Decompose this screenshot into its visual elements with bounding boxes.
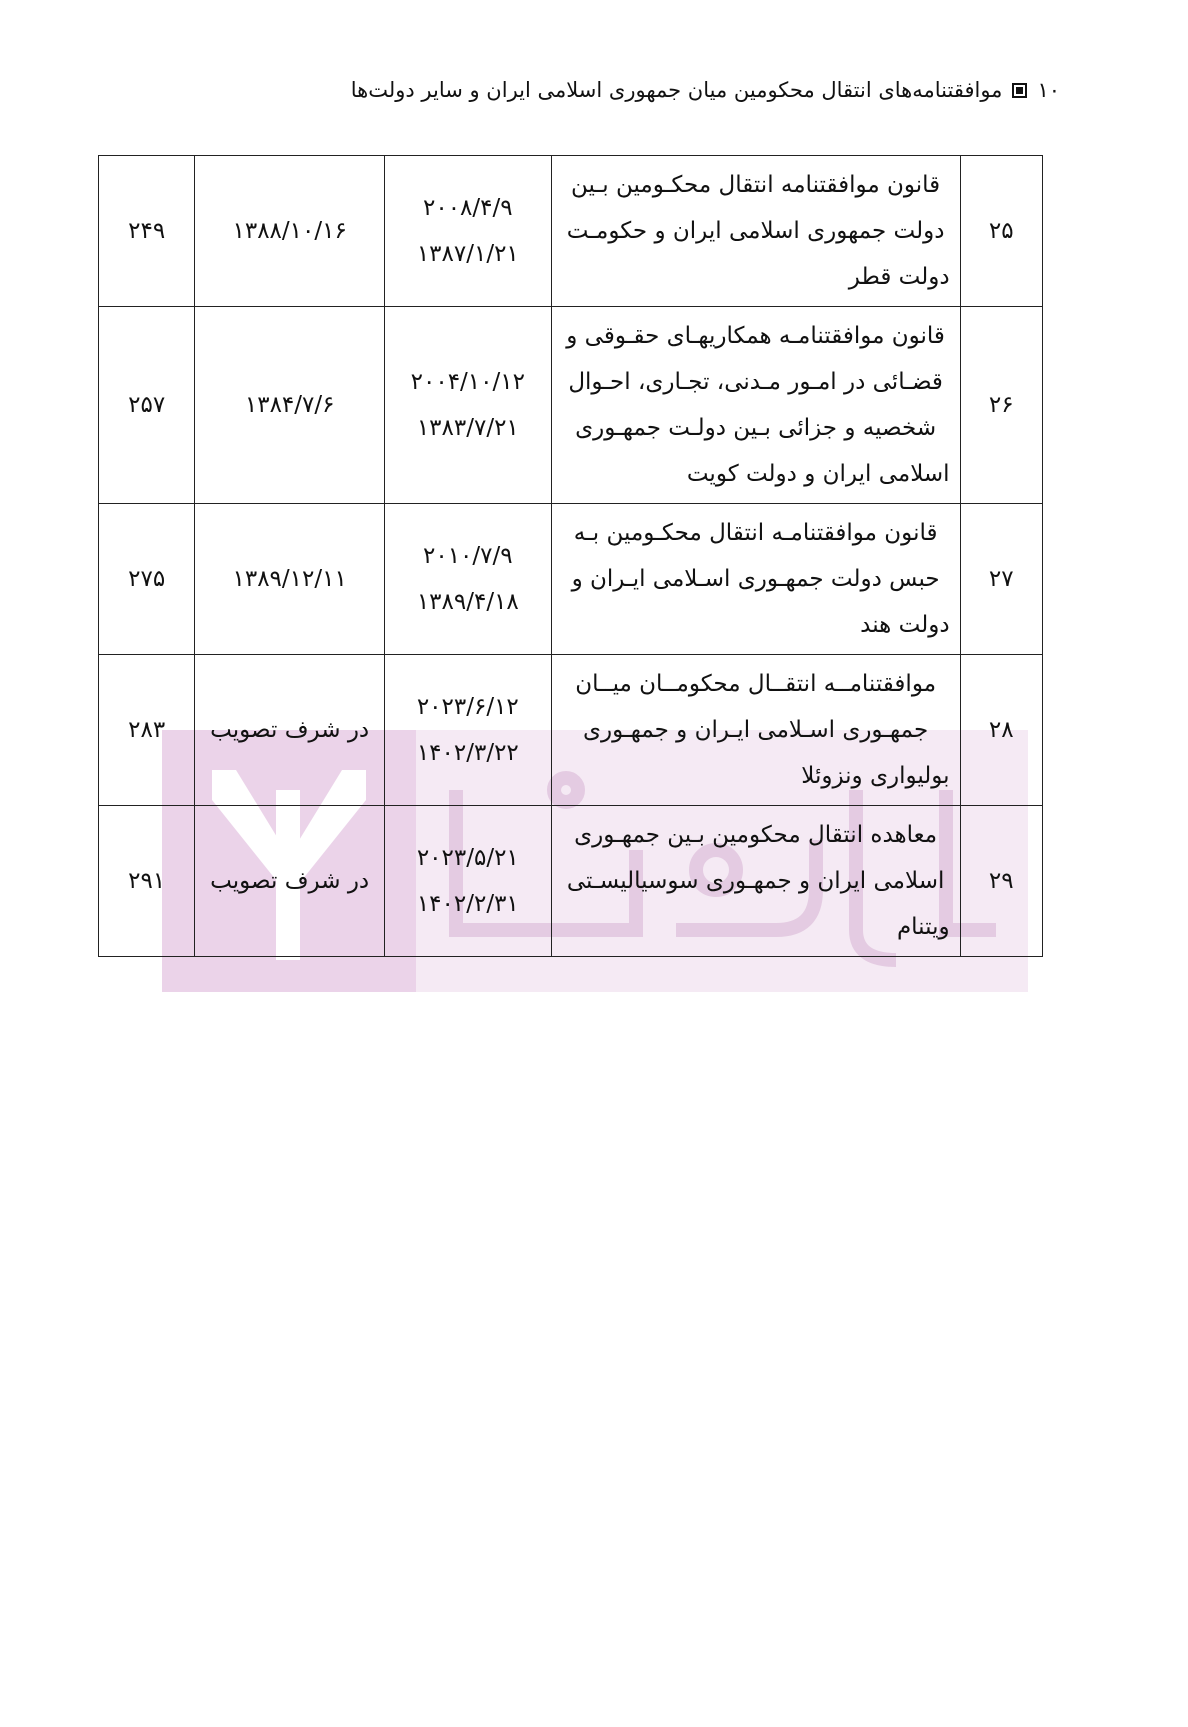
table-row — [99, 156, 1043, 307]
running-title: موافقتنامه‌های انتقال محکومین میان جمهوری اسلامی ایران و سایر دولت‌ها — [350, 78, 1003, 102]
signing-dates — [384, 307, 551, 504]
page-ref: ۲۵۷ — [99, 307, 195, 504]
agreement-title: معاهده انتقال محکومین بـین جمهـوری اسلامی ایران و جمهـوری سوسیالیسـتی ویتنام — [551, 806, 960, 957]
page-ref: ۲۹۱ — [99, 806, 195, 957]
page-ref: ۲۸۳ — [99, 655, 195, 806]
approval-date: ۱۳۸۴/۷/۶ — [195, 307, 385, 504]
date-gregorian: ۲۰۰۴/۱۰/۱۲ — [410, 369, 525, 395]
row-number: ۲۶ — [960, 307, 1042, 504]
row-number: ۲۷ — [960, 504, 1042, 655]
signing-dates — [384, 655, 551, 806]
date-solar: ۱۴۰۲/۲/۳۱ — [416, 891, 519, 917]
date-solar: ۱۳۸۷/۱/۲۱ — [416, 241, 519, 267]
agreement-title: قانون موافقتنامـه همکاریهـای حقـوقی و قضـائی در امـور مـدنی، تجـاری، احـوال شخصیه و جزائی بـین دولـت جمهـوری اسلامی ایران و دولت کویت — [551, 307, 960, 504]
table-row — [99, 806, 1043, 957]
square-bullet-icon — [1012, 83, 1027, 98]
table-row — [99, 504, 1043, 655]
page-ref: ۲۴۹ — [99, 156, 195, 307]
table-row — [99, 307, 1043, 504]
signing-dates — [384, 504, 551, 655]
date-gregorian: ۲۰۰۸/۴/۹ — [422, 195, 513, 221]
approval-date: در شرف تصویب — [195, 655, 385, 806]
agreement-title: قانون موافقتنامـه انتقال محکـومین بـه حبس دولت جمهـوری اسـلامی ایـران و دولت هند — [551, 504, 960, 655]
signing-dates — [384, 156, 551, 307]
approval-date: در شرف تصویب — [195, 806, 385, 957]
agreement-title: موافقتنامــه انتقــال محکومــان میــان جمهـوری اسـلامی ایـران و جمهـوری بولیواری ونزوئلا — [551, 655, 960, 806]
row-number: ۲۸ — [960, 655, 1042, 806]
date-solar: ۱۳۸۳/۷/۲۱ — [416, 415, 519, 441]
page-header — [351, 78, 1060, 102]
agreements-table — [98, 155, 1043, 957]
date-gregorian: ۲۰۲۳/۵/۲۱ — [416, 845, 519, 871]
row-number: ۲۹ — [960, 806, 1042, 957]
approval-date: ۱۳۸۹/۱۲/۱۱ — [195, 504, 385, 655]
date-gregorian: ۲۰۲۳/۶/۱۲ — [416, 694, 519, 720]
approval-date: ۱۳۸۸/۱۰/۱۶ — [195, 156, 385, 307]
page-number: ۱۰ — [1037, 78, 1060, 102]
date-gregorian: ۲۰۱۰/۷/۹ — [422, 543, 513, 569]
date-solar: ۱۴۰۲/۳/۲۲ — [416, 740, 519, 766]
agreement-title: قانون موافقتنامه انتقال محکـومین بـین دولت جمهوری اسلامی ایران و حکومـت دولت قطر — [551, 156, 960, 307]
table-row — [99, 655, 1043, 806]
row-number: ۲۵ — [960, 156, 1042, 307]
signing-dates — [384, 806, 551, 957]
date-solar: ۱۳۸۹/۴/۱۸ — [416, 589, 519, 615]
page-ref: ۲۷۵ — [99, 504, 195, 655]
